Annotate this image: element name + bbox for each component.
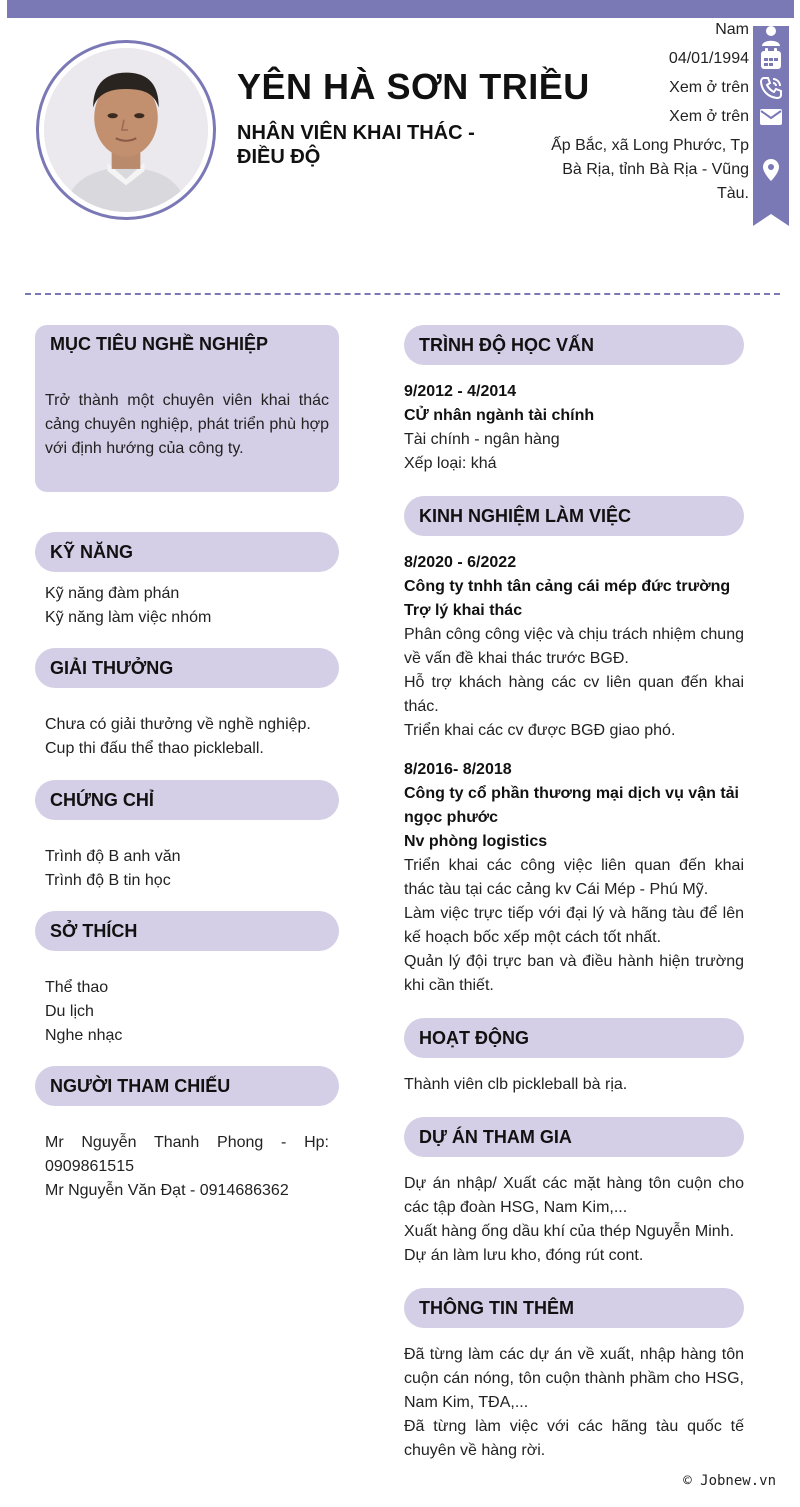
footer-credit: © Jobnew.vn bbox=[683, 1473, 776, 1489]
references-heading: NGƯỜI THAM CHIẾU bbox=[35, 1066, 339, 1106]
extra-info-list bbox=[404, 1343, 744, 1463]
dob-value: 04/01/1994 bbox=[668, 50, 749, 67]
job-company: Công ty cổ phần thương mại dịch vụ vận tải ngọc phước bbox=[404, 785, 739, 826]
projects-list bbox=[404, 1172, 744, 1268]
list-item: Kỹ năng đàm phán bbox=[45, 585, 180, 602]
job-period: 8/2020 - 6/2022 bbox=[404, 554, 517, 571]
experience-entry bbox=[404, 758, 744, 998]
education-period: 9/2012 - 4/2014 bbox=[404, 383, 517, 400]
activities-list bbox=[404, 1073, 744, 1097]
job-period: 8/2016- 8/2018 bbox=[404, 761, 512, 778]
job-task: Hỗ trợ khách hàng các cv liên quan đến khai thác. bbox=[404, 674, 744, 715]
references-list bbox=[35, 1131, 339, 1203]
list-item: Thành viên clb pickleball bà rịa. bbox=[404, 1076, 628, 1093]
contact-ribbon bbox=[753, 26, 789, 226]
calendar-icon bbox=[759, 47, 783, 71]
career-goal-heading: MỤC TIÊU NGHỀ NGHIỆP bbox=[50, 333, 269, 354]
list-item: Nghe nhạc bbox=[45, 1027, 123, 1044]
hobbies-list bbox=[35, 976, 339, 1048]
job-task: Triển khai các công việc liên quan đến khai thác tàu tại các cảng kv Cái Mép - Phú Mỹ. bbox=[404, 857, 744, 898]
list-item: Mr Nguyễn Văn Đạt - 0914686362 bbox=[45, 1182, 289, 1199]
job-task: Quản lý đội trực ban và điều hành hiện trường khi cần thiết. bbox=[404, 953, 744, 994]
user-icon bbox=[759, 24, 783, 48]
education-entry bbox=[404, 380, 744, 476]
certificates-heading: CHỨNG CHỈ bbox=[35, 780, 339, 820]
activities-heading: HOẠT ĐỘNG bbox=[404, 1018, 744, 1058]
list-item: Cup thi đấu thể thao pickleball. bbox=[45, 740, 264, 757]
skills-list bbox=[35, 582, 339, 630]
list-item: Du lịch bbox=[45, 1003, 94, 1020]
list-item: Dự án nhập/ Xuất các mặt hàng tôn cuộn cho các tập đoàn HSG, Nam Kim,... bbox=[404, 1175, 744, 1216]
skills-heading: KỸ NĂNG bbox=[35, 532, 339, 572]
right-column bbox=[404, 325, 744, 1463]
list-item: Đã từng làm các dự án về xuất, nhập hàng tôn cuộn cán nóng, tôn cuộn thành phầm cho HSG, Nam Kim, TĐA,... bbox=[404, 1346, 744, 1411]
awards-list bbox=[35, 713, 339, 761]
projects-heading: DỰ ÁN THAM GIA bbox=[404, 1117, 744, 1157]
phone-value: Xem ở trên bbox=[669, 79, 749, 96]
career-goal-section bbox=[35, 325, 339, 492]
education-major: Tài chính - ngân hàng bbox=[404, 431, 560, 448]
list-item: Đã từng làm việc với các hãng tàu quốc tế chuyên về hàng rời. bbox=[404, 1418, 744, 1459]
awards-heading: GIẢI THƯỞNG bbox=[35, 648, 339, 688]
list-item: Thể thao bbox=[45, 979, 109, 996]
portrait-image bbox=[44, 48, 208, 212]
list-item: Dự án làm lưu kho, đóng rút cont. bbox=[404, 1247, 644, 1264]
section-divider bbox=[25, 293, 780, 295]
job-title: NHÂN VIÊN KHAI THÁC - ĐIỀU ĐỘ bbox=[237, 122, 475, 168]
job-company: Công ty tnhh tân cảng cái mép đức trường bbox=[404, 578, 731, 595]
job-task: Triển khai các cv được BGĐ giao phó. bbox=[404, 722, 676, 739]
address-value: Ấp Bắc, xã Long Phước, Tp Bà Rịa, tỉnh Bà Rịa - Vũng Tàu. bbox=[551, 137, 749, 202]
job-task: Phân công công việc và chịu trách nhiệm chung về vấn đề khai thác trước BGĐ. bbox=[404, 626, 744, 667]
education-grade: Xếp loại: khá bbox=[404, 455, 497, 472]
email-icon bbox=[759, 105, 783, 129]
hobbies-heading: SỞ THÍCH bbox=[35, 911, 339, 951]
education-heading: TRÌNH ĐỘ HỌC VẤN bbox=[404, 325, 744, 365]
extra-info-heading: THÔNG TIN THÊM bbox=[404, 1288, 744, 1328]
list-item: Kỹ năng làm việc nhóm bbox=[45, 609, 212, 626]
left-column bbox=[35, 325, 339, 1203]
job-position: Trợ lý khai thác bbox=[404, 602, 523, 619]
phone-icon bbox=[759, 76, 783, 100]
list-item: Trình độ B anh văn bbox=[45, 848, 181, 865]
gender-value: Nam bbox=[715, 21, 749, 38]
candidate-name: YÊN HÀ SƠN TRIỀU bbox=[237, 66, 590, 107]
experience-heading: KINH NGHIỆM LÀM VIỆC bbox=[404, 496, 744, 536]
location-icon bbox=[759, 158, 783, 182]
list-item: Mr Nguyễn Thanh Phong - Hp: 0909861515 bbox=[45, 1134, 329, 1175]
avatar bbox=[36, 40, 216, 220]
list-item: Chưa có giải thưởng về nghề nghiệp. bbox=[45, 716, 311, 733]
avatar-photo bbox=[44, 48, 208, 212]
job-task: Làm việc trực tiếp với đại lý và hãng tàu để lên kế hoạch bốc xếp một cách tốt nhất. bbox=[404, 905, 744, 946]
list-item: Trình độ B tin học bbox=[45, 872, 171, 889]
list-item: Xuất hàng ống dầu khí của thép Nguyễn Minh. bbox=[404, 1223, 735, 1240]
career-goal-text: Trở thành một chuyên viên khai thác cảng chuyên nghiệp, phát triển phù hợp với định hướng của công ty. bbox=[45, 392, 329, 457]
certificates-list bbox=[35, 845, 339, 893]
top-accent-bar bbox=[7, 0, 794, 18]
job-position: Nv phòng logistics bbox=[404, 833, 548, 850]
experience-entry bbox=[404, 551, 744, 743]
email-value: Xem ở trên bbox=[669, 108, 749, 125]
education-degree: CỬ nhân ngành tài chính bbox=[404, 407, 595, 424]
